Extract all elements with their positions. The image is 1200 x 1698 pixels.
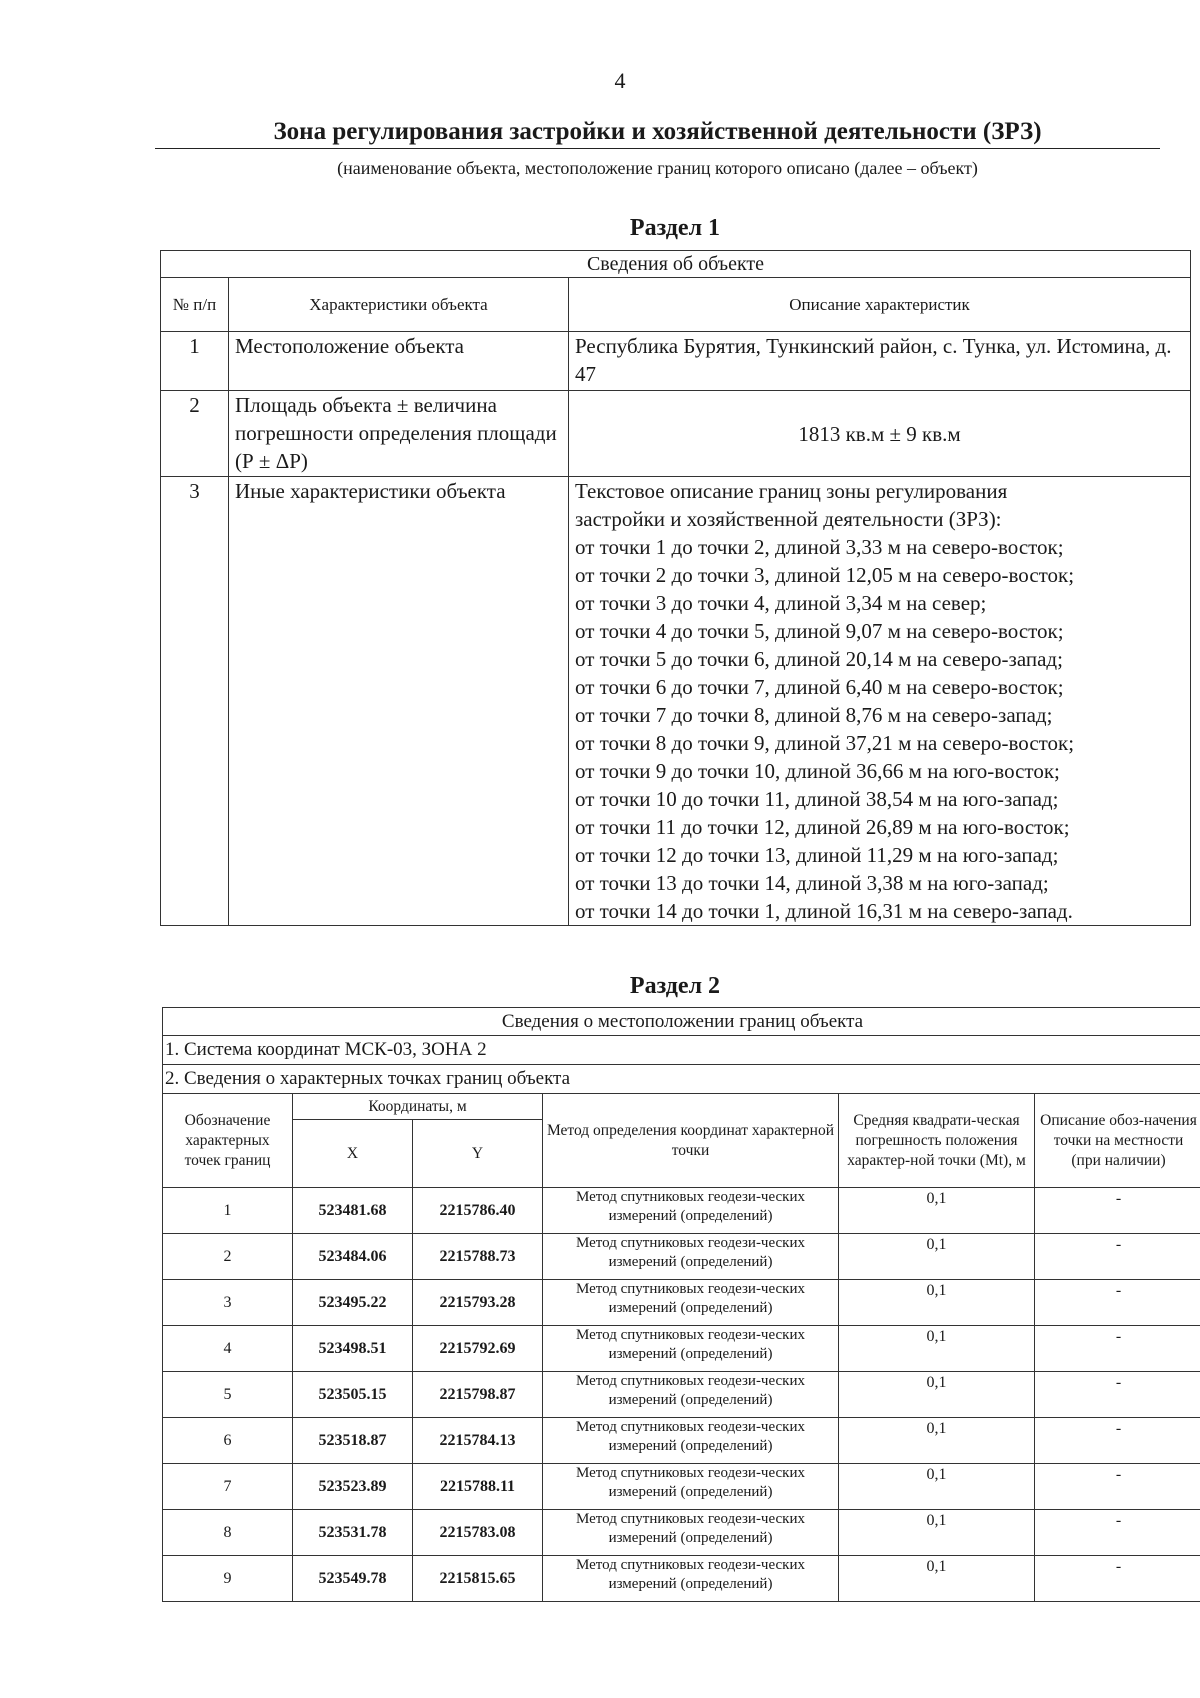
point-description-cell: - [1035,1234,1200,1280]
coordinate-x: 523523.89 [293,1464,413,1510]
header-x: X [293,1120,413,1188]
boundary-description-line: от точки 1 до точки 2, длиной 3,33 м на северо-восток; [575,535,1064,559]
accuracy-cell: 0,1 [839,1188,1035,1234]
boundary-description-line: от точки 2 до точки 3, длиной 12,05 м на северо-восток; [575,563,1075,587]
coordinate-system: 1. Система координат МСК-03, ЗОНА 2 [163,1036,1200,1065]
method-cell: Метод спутниковых геодези-ческих измерений (определений) [543,1234,839,1280]
accuracy-cell: 0,1 [839,1234,1035,1280]
table-row [163,1326,1200,1372]
point-description-cell: - [1035,1326,1200,1372]
row-1-description: Республика Бурятия, Тункинский район, с. Тунка, ул. Истомина, д. 47 [569,332,1191,391]
point-description-cell: - [1035,1510,1200,1556]
coordinate-x: 523481.68 [293,1188,413,1234]
method-cell: Метод спутниковых геодези-ческих измерений (определений) [543,1556,839,1602]
point-description-cell: - [1035,1280,1200,1326]
row-3-characteristic: Иные характеристики объекта [229,477,569,926]
point-id: 6 [163,1418,293,1464]
row-1-characteristic: Местоположение объекта [229,332,569,391]
boundary-description-line: от точки 3 до точки 4, длиной 3,34 м на север; [575,591,987,615]
boundary-description-line: от точки 9 до точки 10, длиной 36,66 м на юго-восток; [575,759,1060,783]
header-point-description: Описание обоз-начения точки на местности (при наличии) [1035,1094,1200,1188]
point-description-cell: - [1035,1372,1200,1418]
object-info-table [160,250,1191,926]
boundary-description-line: от точки 12 до точки 13, длиной 11,29 м на юго-запад; [575,843,1059,867]
header-method: Метод определения координат характерной точки [543,1094,839,1188]
table-row [163,1418,1200,1464]
boundary-description-line: от точки 7 до точки 8, длиной 8,76 м на северо-запад; [575,703,1053,727]
coordinate-y: 2215815.65 [413,1556,543,1602]
point-id: 2 [163,1234,293,1280]
row-3-description [569,477,1191,926]
coordinate-y: 2215783.08 [413,1510,543,1556]
point-id: 5 [163,1372,293,1418]
table-row [163,1556,1200,1602]
point-id: 8 [163,1510,293,1556]
method-cell: Метод спутниковых геодези-ческих измерений (определений) [543,1188,839,1234]
point-id: 3 [163,1280,293,1326]
boundary-description-line: от точки 5 до точки 6, длиной 20,14 м на северо-запад; [575,647,1063,671]
coordinate-y: 2215793.28 [413,1280,543,1326]
coordinate-x: 523518.87 [293,1418,413,1464]
boundary-description-line: застройки и хозяйственной деятельности (ЗРЗ): [575,507,1002,531]
location-caption: Сведения о местоположении границ объекта [163,1008,1200,1036]
header-point: Обозначение характерных точек границ [163,1094,293,1188]
method-cell: Метод спутниковых геодези-ческих измерений (определений) [543,1464,839,1510]
coordinate-x: 523549.78 [293,1556,413,1602]
header-y: Y [413,1120,543,1188]
coordinate-y: 2215798.87 [413,1372,543,1418]
boundary-description-line: Текстовое описание границ зоны регулирования [575,479,1008,503]
boundary-description-line: от точки 14 до точки 1, длиной 16,31 м на северо-запад. [575,899,1073,923]
coordinate-x: 523531.78 [293,1510,413,1556]
boundary-description-line: от точки 4 до точки 5, длиной 9,07 м на северо-восток; [575,619,1064,643]
header-description: Описание характеристик [569,278,1191,332]
coordinate-y: 2215788.11 [413,1464,543,1510]
coordinate-x: 523495.22 [293,1280,413,1326]
coordinate-y: 2215784.13 [413,1418,543,1464]
points-caption: 2. Сведения о характерных точках границ объекта [163,1065,1200,1094]
table-row [163,1280,1200,1326]
boundary-description-line: от точки 11 до точки 12, длиной 26,89 м на юго-восток; [575,815,1070,839]
header-accuracy: Средняя квадрати-ческая погрешность положения характер-ной точки (Mt), м [839,1094,1035,1188]
point-id: 9 [163,1556,293,1602]
coordinate-x: 523505.15 [293,1372,413,1418]
section-1-title: Раздел 1 [629,215,721,241]
coordinate-x: 523498.51 [293,1326,413,1372]
header-coordinates: Координаты, м [293,1094,543,1120]
accuracy-cell: 0,1 [839,1418,1035,1464]
row-3-num: 3 [161,477,229,926]
row-2-num: 2 [161,391,229,477]
page-number: 4 [614,68,626,93]
accuracy-cell: 0,1 [839,1464,1035,1510]
table-row [163,1234,1200,1280]
boundary-description-line: от точки 8 до точки 9, длиной 37,21 м на северо-восток; [575,731,1075,755]
point-description-cell: - [1035,1464,1200,1510]
table-row [163,1188,1200,1234]
row-2-description: 1813 кв.м ± 9 кв.м [569,391,1191,477]
coordinate-y: 2215786.40 [413,1188,543,1234]
row-2-characteristic: Площадь объекта ± величина погрешности определения площади (Р ± ΔР) [229,391,569,477]
point-id: 1 [163,1188,293,1234]
header-characteristics: Характеристики объекта [229,278,569,332]
table-row [163,1510,1200,1556]
boundary-points-table [162,1007,1200,1602]
point-description-cell: - [1035,1188,1200,1234]
table-row [163,1464,1200,1510]
boundary-description-line: от точки 13 до точки 14, длиной 3,38 м на юго-запад; [575,871,1049,895]
accuracy-cell: 0,1 [839,1372,1035,1418]
coordinate-y: 2215792.69 [413,1326,543,1372]
method-cell: Метод спутниковых геодези-ческих измерений (определений) [543,1326,839,1372]
method-cell: Метод спутниковых геодези-ческих измерений (определений) [543,1418,839,1464]
accuracy-cell: 0,1 [839,1556,1035,1602]
point-description-cell: - [1035,1556,1200,1602]
accuracy-cell: 0,1 [839,1510,1035,1556]
point-id: 4 [163,1326,293,1372]
section-2-title: Раздел 2 [629,973,721,999]
method-cell: Метод спутниковых геодези-ческих измерений (определений) [543,1510,839,1556]
row-1-num: 1 [161,332,229,391]
document-subtitle: (наименование объекта, местоположение границ которого описано (далее – объект) [337,158,978,178]
boundary-description-line: от точки 10 до точки 11, длиной 38,54 м на юго-запад; [575,787,1059,811]
accuracy-cell: 0,1 [839,1280,1035,1326]
method-cell: Метод спутниковых геодези-ческих измерений (определений) [543,1280,839,1326]
method-cell: Метод спутниковых геодези-ческих измерений (определений) [543,1372,839,1418]
object-info-caption: Сведения об объекте [161,251,1191,278]
accuracy-cell: 0,1 [839,1326,1035,1372]
boundary-description-line: от точки 6 до точки 7, длиной 6,40 м на северо-восток; [575,675,1064,699]
coordinate-y: 2215788.73 [413,1234,543,1280]
point-id: 7 [163,1464,293,1510]
point-description-cell: - [1035,1418,1200,1464]
table-row [163,1372,1200,1418]
header-num: № п/п [161,278,229,332]
document-title: Зона регулирования застройки и хозяйственной деятельности (ЗРЗ) [155,118,1160,149]
coordinate-x: 523484.06 [293,1234,413,1280]
